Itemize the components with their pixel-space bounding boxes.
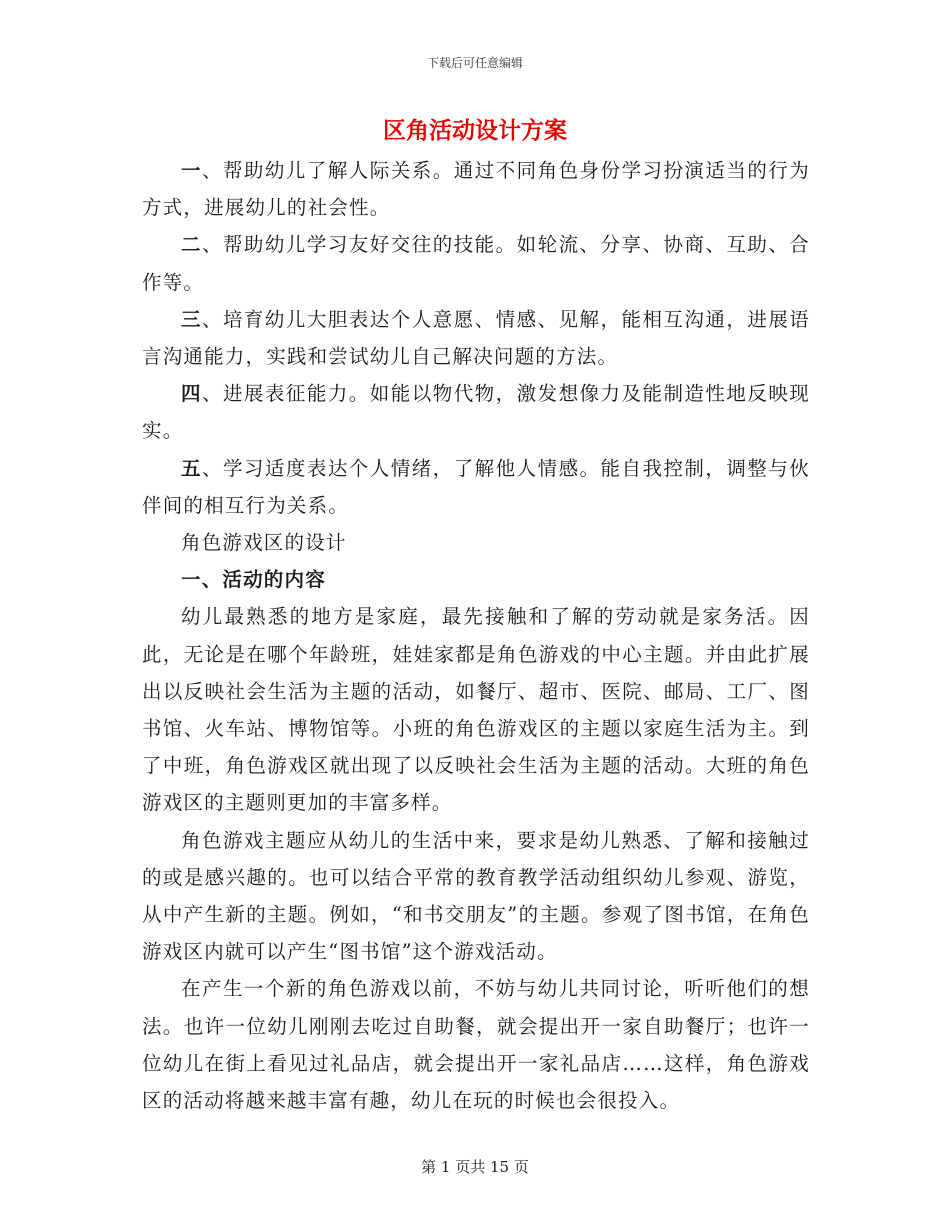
body-paragraph-1: 幼儿最熟悉的地方是家庭，最先接触和了解的劳动就是家务活。因此，无论是在哪个年龄班，娃娃家都是角色游戏的中心主题。并由此扩展出以反映社会生活为主题的活动，如餐厅、超市、医院、邮局、工厂、图书馆、火车站、博物馆等。小班的角色游戏区的主题以家庭生活为主。到了中班，角色游戏区就出现了以反映社会生活为主题的活动。大班的角色游戏区的主题则更加的丰富多样。: [142, 605, 810, 815]
goal-text: 、培育幼儿大胆表达个人意愿、情感、见解，能相互沟通，进展语言沟通能力，实践和尝试幼儿自己解决问题的方法。: [142, 307, 810, 369]
goal-paragraph-4: [142, 375, 810, 449]
goal-lead: 二: [181, 233, 202, 257]
goal-text: 、学习适度表达个人情绪，了解他人情感。能自我控制，调整与伙伴间的相互行为关系。: [142, 456, 810, 517]
body-paragraph-2: 角色游戏主题应从幼儿的生活中来，要求是幼儿熟悉、了解和接触过的或是感兴趣的。也可以结合平常的教育教学活动组织幼儿参观、游览，从中产生新的主题。例如，“和书交朋友”的主题。参观了图书馆，在角色游戏区内就可以产生“图书馆”这个游戏活动。: [142, 828, 810, 964]
goal-lead: 五: [181, 456, 202, 480]
subsection-heading: 一、活动的内容: [181, 568, 326, 592]
goal-paragraph-5: [142, 450, 810, 524]
goal-text: 、帮助幼儿学习友好交往的技能。如轮流、分享、协商、互助、合作等。: [142, 233, 810, 294]
document-body: [142, 152, 810, 1119]
goal-paragraph-1: [142, 152, 810, 226]
section-title: 角色游戏区的设计: [181, 531, 347, 555]
goal-lead: 一: [181, 159, 202, 182]
header-note: 下载后可任意编辑: [426, 56, 523, 70]
goal-text: 、进展表征能力。如能以物代物，激发想像力及能制造性地反映现实。: [142, 382, 810, 443]
body-paragraph-3: 在产生一个新的角色游戏以前，不妨与幼儿共同讨论，听听他们的想法。也许一位幼儿刚刚去吃过自助餐，就会提出开一家自助餐厅；也许一位幼儿在街上看见过礼品店，就会提出开一家礼品店……这样，角色游戏区的活动将越来越丰富有趣，幼儿在玩的时候也会很投入。: [142, 977, 810, 1113]
goal-paragraph-3: [142, 301, 810, 375]
goal-text: 、帮助幼儿了解人际关系。通过不同角色身份学习扮演适当的行为方式，进展幼儿的社会性。: [142, 159, 810, 220]
document-title: 区角活动设计方案: [383, 117, 567, 144]
goal-lead: 四: [181, 382, 202, 406]
goal-lead: 三: [181, 307, 202, 331]
page-footer: 第 1 页共 15 页: [421, 1158, 529, 1176]
goal-paragraph-2: [142, 226, 810, 300]
